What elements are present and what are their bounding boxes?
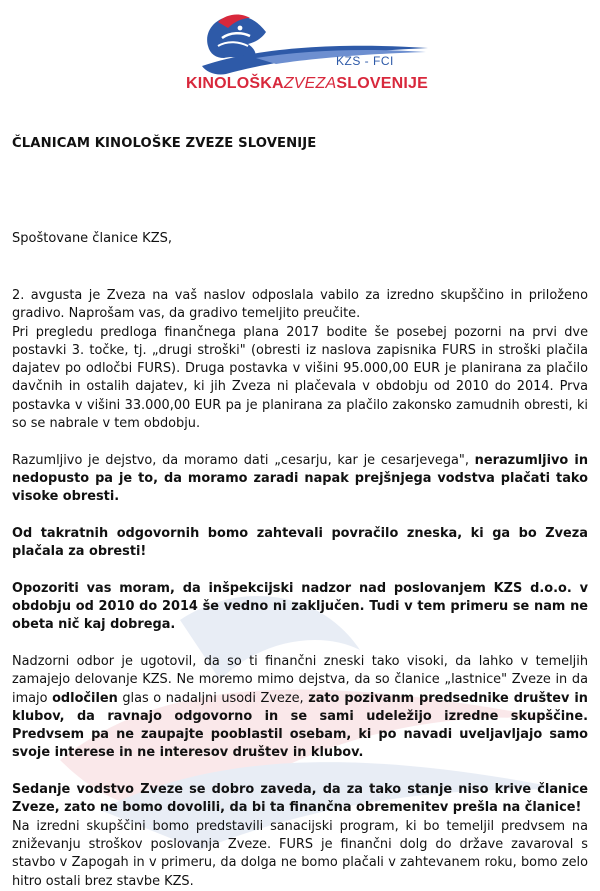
letter-body xyxy=(12,287,588,891)
logo-subtitle: KZS - FCI xyxy=(336,54,394,68)
dog-head-logo-icon xyxy=(196,8,432,78)
paragraph-5: Nadzorni odbor je ugotovil, da so ti finančni zneski tako visoki, da lahko v temeljih zamajejo delovanje KZS. Ne moremo mimo dejstva, da so članice „lastnice" Zveze in da imajo odločilen glas o nadaljni usodi Zveze, zato pozivanm predsednike društev in klubov, da ravnajo odgovorno in se sami udeležijo izredne skupščine. Predvsem pa ne zaupajte pooblastil osebam, ki po navadi uveljavljajo samo svoje interese in ne interesov društev in klubov. xyxy=(12,653,588,761)
paragraph-4: Opozoriti vas moram, da inšpekcijski nadzor nad poslovanjem KZS d.o.o. v obdobju od 2010 do 2014 še vedno ni zaključen. Tudi v tem primeru se nam ne obeta nič kaj dobrega. xyxy=(12,580,588,633)
kzs-logo xyxy=(186,8,432,98)
salutation: Spoštovane članice KZS, xyxy=(12,231,172,246)
logo-name: KINOLOŠKAZVEZASLOVENIJE xyxy=(186,75,428,92)
paragraph-6: Sedanje vodstvo Zveze se dobro zaveda, da za tako stanje niso krive članice Zveze, zato ne bomo dovolili, da bi ta finančna obremenitev prešla na članice! Na izredni skupščini bomo predstavili sanacijski program, ki bo temeljil predvsem na zniževanju stroškov poslovanja Zveze. FURS je finančni dolg do države zavaroval s stavbo v Zapogah in v primeru, da dolga ne bomo plačali v zahtevanem roku, bomo zelo hitro ostali brez stavbe KZS. xyxy=(12,782,588,889)
letter-heading: ČLANICAM KINOLOŠKE ZVEZE SLOVENIJE xyxy=(12,136,317,151)
paragraph-2: Razumljivo je dejstvo, da moramo dati „cesarju, kar je cesarjevega", nerazumljivo in nedopusto pa je to, da moramo zaradi napak prejšnjega vodstva plačati tako visoke obresti. xyxy=(12,452,588,505)
paragraph-1: 2. avgusta je Zveza na vaš naslov odposlala vabilo za izredno skupščino in priloženo gradivo. Naprošam vas, da gradivo temeljito preučite. Pri pregledu predloga finančnega plana 2017 bodite še posebej pozorni na prvi dve postavki 3. točke, tj. „drugi stroški" (obresti iz naslova zapisnika FURS in stroški plačila dajatev po odločbi FURS). Druga postavka v višini 95.000,00 EUR je planirana za plačilo davčnih in ostalih dajatev, ki jih Zveza ni plačevala v obdobju od 2010 do 2014. Prva postavka v višini 33.000,00 EUR pa je planirana za plačilo zakonsko zamudnih obresti, ki so se nabrale v tem obdobju. xyxy=(12,288,588,432)
paragraph-3: Od takratnih odgovornih bomo zahtevali povračilo zneska, ki ga bo Zveza plačala za obresti! xyxy=(12,525,588,560)
